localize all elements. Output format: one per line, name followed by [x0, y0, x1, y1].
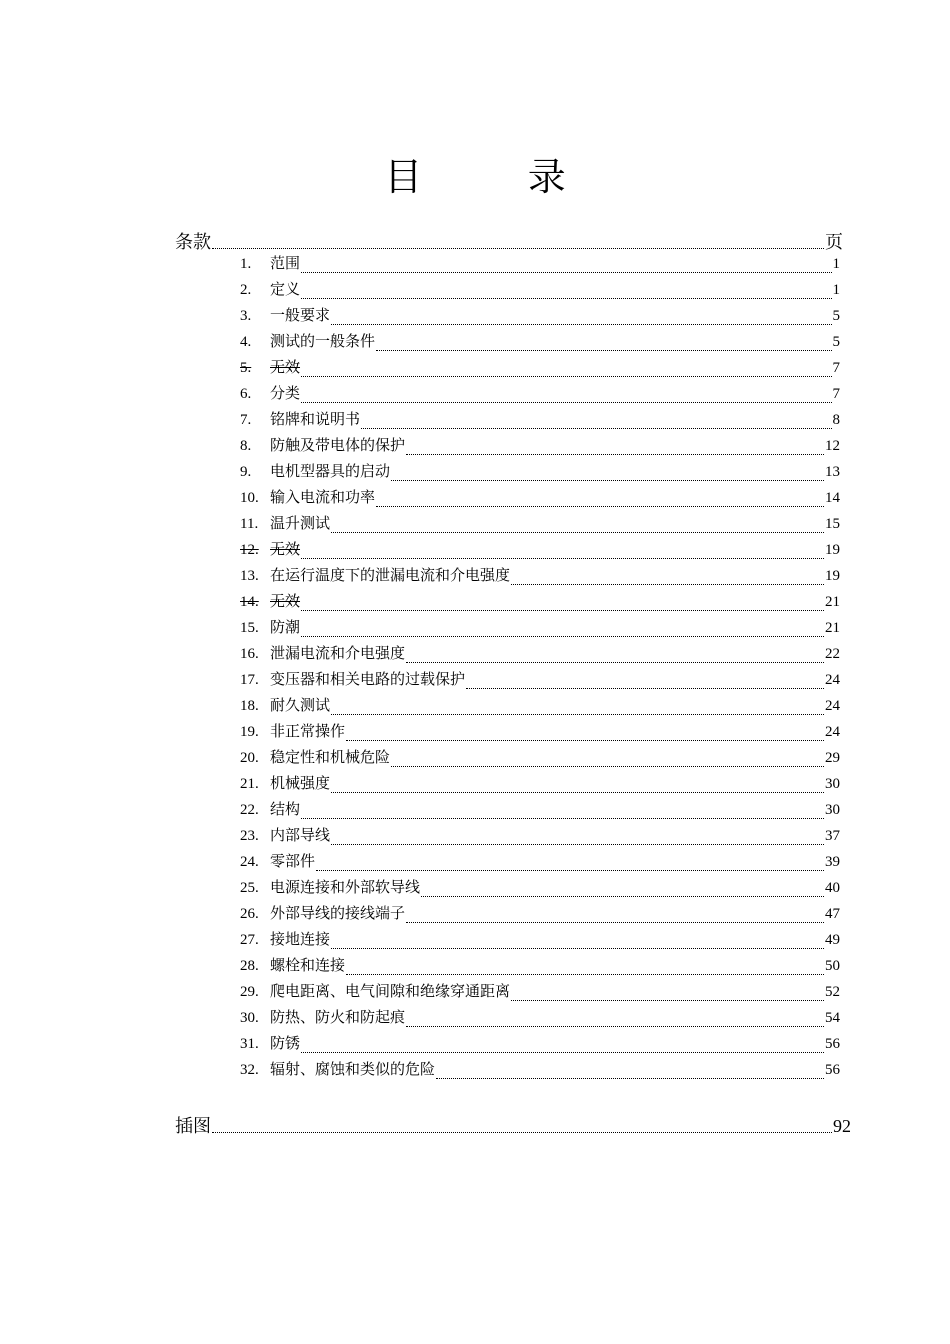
toc-entry-label: 非正常操作 — [270, 724, 346, 740]
toc-entry[interactable] — [240, 304, 840, 330]
toc-entry-label: 防锈 — [270, 1036, 301, 1052]
toc-entry[interactable] — [240, 564, 840, 590]
toc-entry-number: 29. — [240, 984, 259, 1000]
toc-entry-page: 19 — [825, 568, 840, 584]
toc-entry-page: 30 — [825, 776, 840, 792]
toc-entry[interactable] — [240, 330, 840, 356]
toc-entry-number: 24. — [240, 854, 259, 870]
toc-entry-number: 12. — [240, 542, 259, 558]
toc-entry-label: 测试的一般条件 — [270, 334, 376, 350]
toc-entry-page: 13 — [825, 464, 840, 480]
toc-entry-number: 4. — [240, 334, 252, 350]
dot-leader — [301, 402, 831, 403]
dot-leader — [511, 1000, 824, 1001]
page-title: 目 录 — [384, 157, 614, 199]
toc-entry[interactable] — [240, 746, 840, 772]
toc-entry-page: 12 — [825, 438, 840, 454]
dot-leader — [301, 298, 831, 299]
figures-page: 92 — [833, 1116, 851, 1136]
figures-label: 插图 — [175, 1116, 211, 1136]
toc-entry-page: 39 — [825, 854, 840, 870]
dot-leader — [301, 1052, 824, 1053]
toc-entry-page: 21 — [825, 620, 840, 636]
dot-leader — [391, 480, 824, 481]
dot-leader — [406, 1026, 824, 1027]
toc-entry-number: 23. — [240, 828, 259, 844]
dot-leader — [511, 584, 824, 585]
toc-entry-number: 15. — [240, 620, 259, 636]
toc-entry-page: 21 — [825, 594, 840, 610]
dot-leader — [301, 272, 831, 273]
toc-entry-number: 3. — [240, 308, 252, 324]
toc-entry-page: 52 — [825, 984, 840, 1000]
toc-entry-number: 2. — [240, 282, 252, 298]
toc-entry-number: 18. — [240, 698, 259, 714]
toc-entry-label: 一般要求 — [270, 308, 331, 324]
toc-entry-label: 电源连接和外部软导线 — [270, 880, 421, 896]
toc-entry[interactable] — [240, 252, 840, 278]
toc-entry-page: 40 — [825, 880, 840, 896]
dot-leader — [212, 248, 824, 249]
dot-leader — [466, 688, 824, 689]
dot-leader — [331, 792, 824, 793]
toc-entry[interactable] — [240, 694, 840, 720]
toc-entry-page: 19 — [825, 542, 840, 558]
dot-leader — [316, 870, 824, 871]
dot-leader — [406, 662, 824, 663]
toc-entry-page: 29 — [825, 750, 840, 766]
toc-entry[interactable] — [240, 980, 840, 1006]
toc-entry[interactable] — [240, 1032, 840, 1058]
toc-entry[interactable] — [240, 382, 840, 408]
toc-entry[interactable] — [240, 1058, 840, 1084]
toc-entry-label: 无效 — [270, 542, 301, 558]
toc-entry-label: 辐射、腐蚀和类似的危险 — [270, 1062, 436, 1078]
dot-leader — [376, 350, 831, 351]
toc-entry-number: 16. — [240, 646, 259, 662]
toc-entry-page: 22 — [825, 646, 840, 662]
toc-entry[interactable] — [240, 512, 840, 538]
dot-leader — [436, 1078, 824, 1079]
toc-entry-label: 外部导线的接线端子 — [270, 906, 406, 922]
toc-entry-label: 温升测试 — [270, 516, 331, 532]
toc-entry-page: 30 — [825, 802, 840, 818]
dot-leader — [391, 766, 824, 767]
toc-entry-number: 22. — [240, 802, 259, 818]
toc-entry-number: 6. — [240, 386, 252, 402]
toc-entry[interactable] — [240, 278, 840, 304]
toc-entry-label: 防热、防火和防起痕 — [270, 1010, 406, 1026]
toc-entry-page: 37 — [825, 828, 840, 844]
toc-entry-number: 30. — [240, 1010, 259, 1026]
toc-entry-label: 无效 — [270, 594, 301, 610]
dot-leader — [331, 844, 824, 845]
toc-entry-page: 56 — [825, 1036, 840, 1052]
toc-entry-number: 21. — [240, 776, 259, 792]
toc-entry-page: 47 — [825, 906, 840, 922]
toc-entry-label: 电机型器具的启动 — [270, 464, 391, 480]
dot-leader — [301, 818, 824, 819]
toc-entry-page: 7 — [832, 360, 840, 376]
toc-entry[interactable] — [240, 590, 840, 616]
toc-entry-label: 在运行温度下的泄漏电流和介电强度 — [270, 568, 511, 584]
toc-entry-label: 分类 — [270, 386, 301, 402]
dot-leader — [301, 558, 824, 559]
toc-entry-number: 32. — [240, 1062, 259, 1078]
toc-entry-label: 定义 — [270, 282, 301, 298]
dot-leader — [331, 714, 824, 715]
page-heading: 页 — [825, 232, 843, 252]
toc-entry[interactable] — [240, 668, 840, 694]
toc-entry-label: 无效 — [270, 360, 301, 376]
toc-entry-number: 1. — [240, 256, 252, 272]
dot-leader — [331, 324, 831, 325]
toc-entry-page: 1 — [832, 282, 840, 298]
dot-leader — [212, 1132, 832, 1133]
toc-entry-page: 14 — [825, 490, 840, 506]
toc-entry-page: 8 — [832, 412, 840, 428]
toc-entry-number: 7. — [240, 412, 252, 428]
toc-entry-number: 11. — [240, 516, 259, 532]
toc-entry-label: 泄漏电流和介电强度 — [270, 646, 406, 662]
toc-entry[interactable] — [240, 850, 840, 876]
dot-leader — [361, 428, 831, 429]
toc-entry-label: 机械强度 — [270, 776, 331, 792]
toc-entry-page: 54 — [825, 1010, 840, 1026]
toc-entry-number: 5. — [240, 360, 252, 376]
toc-entry-number: 14. — [240, 594, 259, 610]
toc-entry-label: 变压器和相关电路的过载保护 — [270, 672, 466, 688]
toc-entry-label: 爬电距离、电气间隙和绝缘穿通距离 — [270, 984, 511, 1000]
toc-entry-page: 50 — [825, 958, 840, 974]
toc-entry-number: 8. — [240, 438, 252, 454]
clause-heading: 条款 — [175, 232, 211, 252]
toc-entry-number: 28. — [240, 958, 259, 974]
toc-entry[interactable] — [240, 902, 840, 928]
toc-entry-number: 9. — [240, 464, 252, 480]
dot-leader — [301, 610, 824, 611]
toc-entry[interactable] — [240, 538, 840, 564]
toc-entry-page: 49 — [825, 932, 840, 948]
toc-entry[interactable] — [240, 954, 840, 980]
dot-leader — [406, 454, 824, 455]
toc-figures-row[interactable] — [175, 1112, 851, 1138]
toc-entry-number: 27. — [240, 932, 259, 948]
toc-entry[interactable] — [240, 616, 840, 642]
toc-entry[interactable] — [240, 434, 840, 460]
toc-entry-page: 7 — [832, 386, 840, 402]
toc-entry-number: 26. — [240, 906, 259, 922]
toc-entry-number: 31. — [240, 1036, 259, 1052]
toc-entry-number: 19. — [240, 724, 259, 740]
dot-leader — [406, 922, 824, 923]
toc-entry-page: 15 — [825, 516, 840, 532]
toc-entry-label: 防潮 — [270, 620, 301, 636]
toc-entry-label: 螺栓和连接 — [270, 958, 346, 974]
toc-entry[interactable] — [240, 1006, 840, 1032]
toc-entry[interactable] — [240, 460, 840, 486]
toc-entry-number: 17. — [240, 672, 259, 688]
toc-entry[interactable] — [240, 876, 840, 902]
toc-entry-page: 1 — [832, 256, 840, 272]
dot-leader — [331, 948, 824, 949]
toc-entry-page: 24 — [825, 698, 840, 714]
toc-entry-label: 耐久测试 — [270, 698, 331, 714]
toc-entry-label: 防触及带电体的保护 — [270, 438, 406, 454]
toc-entry-page: 24 — [825, 724, 840, 740]
dot-leader — [346, 974, 824, 975]
toc-entry[interactable] — [240, 798, 840, 824]
toc-entry-label: 稳定性和机械危险 — [270, 750, 391, 766]
toc-entry[interactable] — [240, 356, 840, 382]
toc-entry[interactable] — [240, 720, 840, 746]
toc-entry[interactable] — [240, 772, 840, 798]
dot-leader — [346, 740, 824, 741]
toc-entry-page: 5 — [832, 334, 840, 350]
toc-entry-page: 5 — [832, 308, 840, 324]
dot-leader — [421, 896, 824, 897]
toc-entry-page: 56 — [825, 1062, 840, 1078]
toc-entry-number: 10. — [240, 490, 259, 506]
dot-leader — [301, 376, 831, 377]
toc-entry[interactable] — [240, 642, 840, 668]
dot-leader — [331, 532, 824, 533]
toc-entry[interactable] — [240, 408, 840, 434]
toc-entry-number: 20. — [240, 750, 259, 766]
toc-entry-label: 结构 — [270, 802, 301, 818]
toc-entry-label: 铭牌和说明书 — [270, 412, 361, 428]
toc-entry-page: 24 — [825, 672, 840, 688]
toc-entry-label: 范围 — [270, 256, 301, 272]
toc-entry-label: 内部导线 — [270, 828, 331, 844]
toc-entry-label: 接地连接 — [270, 932, 331, 948]
toc-entry[interactable] — [240, 928, 840, 954]
toc-header-row — [175, 228, 843, 254]
toc-entry-label: 零部件 — [270, 854, 316, 870]
dot-leader — [301, 636, 824, 637]
toc-entry-label: 输入电流和功率 — [270, 490, 376, 506]
dot-leader — [376, 506, 824, 507]
toc-entry-number: 25. — [240, 880, 259, 896]
toc-entry[interactable] — [240, 486, 840, 512]
toc-entry-number: 13. — [240, 568, 259, 584]
toc-entry[interactable] — [240, 824, 840, 850]
